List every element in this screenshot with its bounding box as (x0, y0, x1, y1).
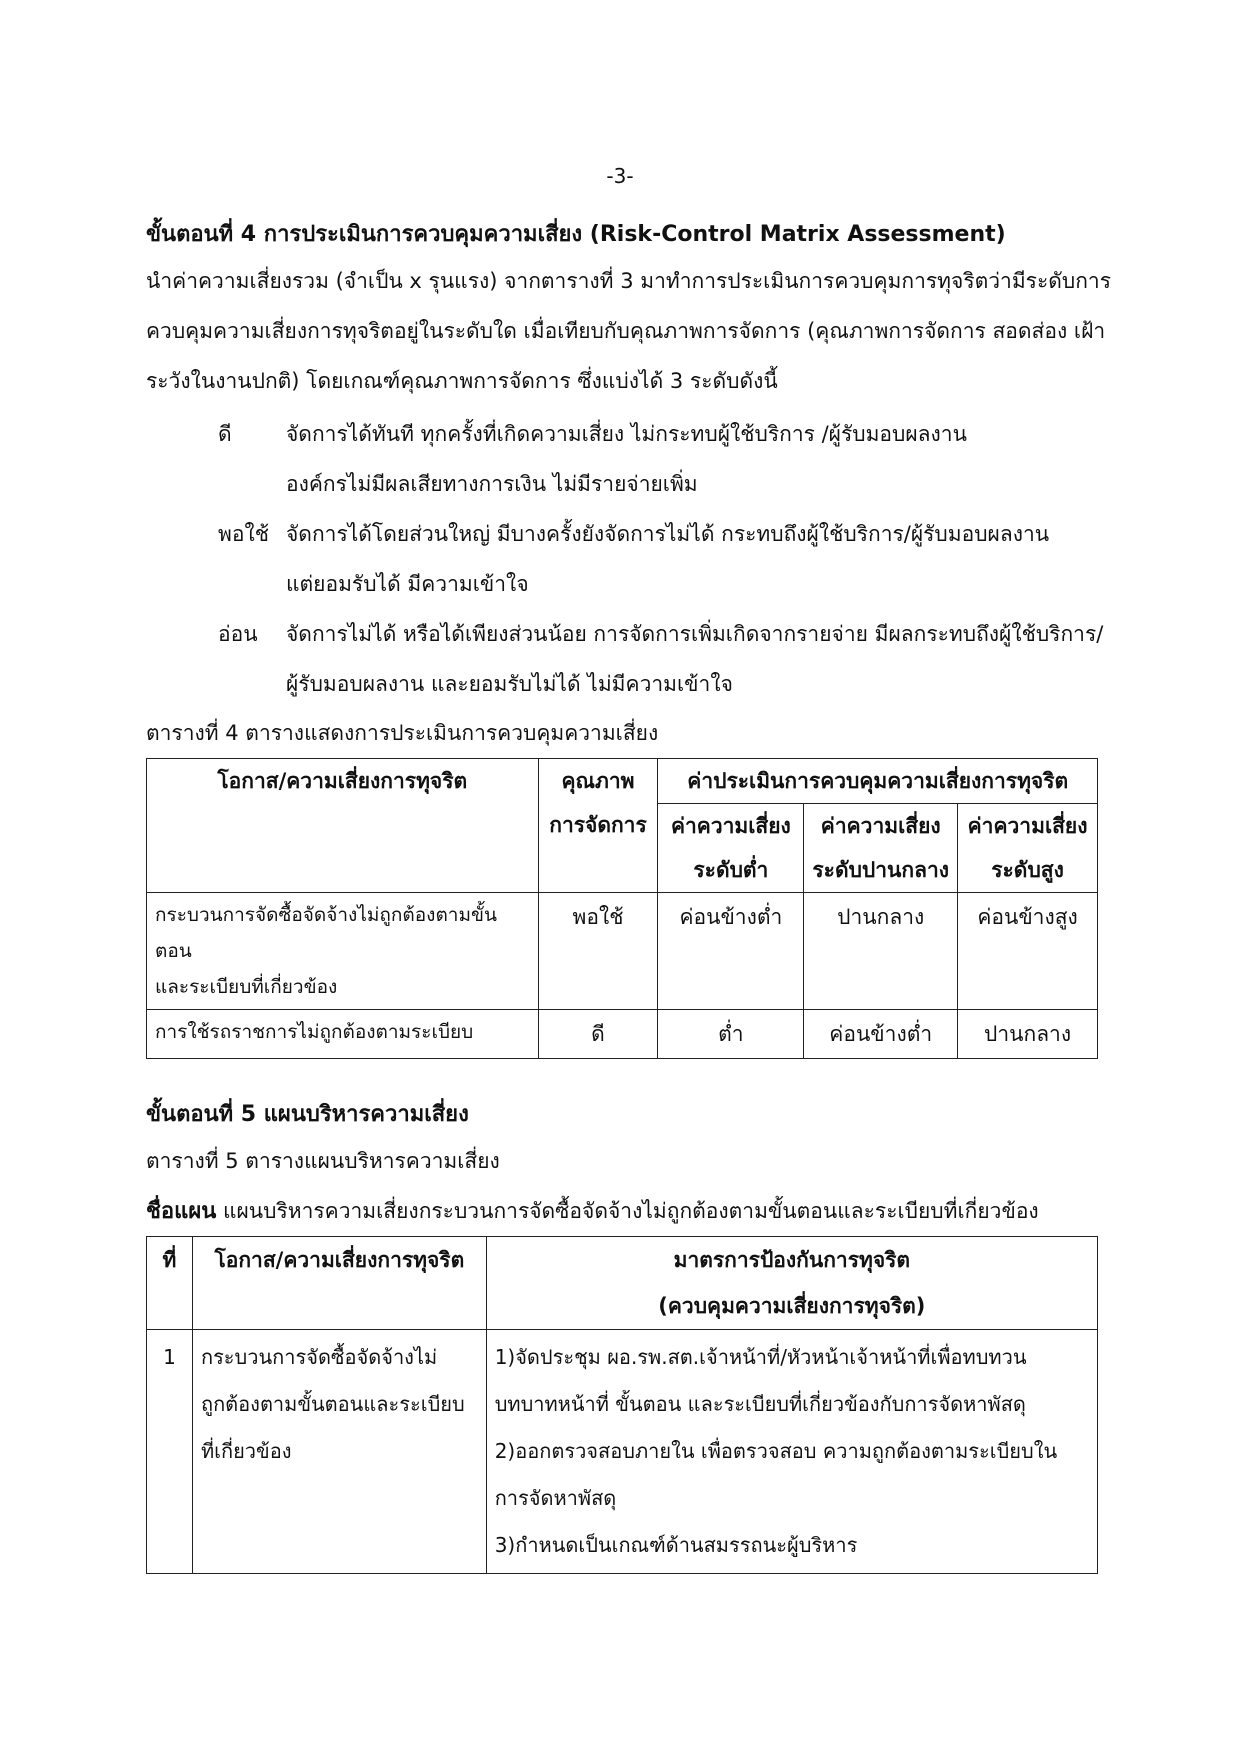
risk-control-table (146, 758, 1098, 1059)
header-quality: คุณภาพ การจัดการ (538, 759, 658, 893)
header-assessment-group: ค่าประเมินการควบคุมความเสี่ยงการทุจริต (658, 759, 1098, 804)
level-desc-line-1: จัดการได้ทันที ทุกครั้งที่เกิดความเสี่ยง ไม่กระทบผู้ใช้บริการ /ผู้รับมอบผลงาน (286, 422, 967, 446)
level-key: พอใช้ (218, 522, 269, 546)
level-desc-line-1: จัดการได้โดยส่วนใหญ่ มีบางครั้งยังจัดการไม่ได้ กระทบถึงผู้ใช้บริการ/ผู้รับมอบผลงาน (286, 522, 1050, 546)
cell-high: ปานกลาง (958, 1010, 1098, 1059)
header-risk: โอกาส/ความเสี่ยงการทุจริต (192, 1237, 486, 1330)
header-no: ที่ (147, 1237, 193, 1330)
table4-caption: ตารางที่ 4 ตารางแสดงการประเมินการควบคุมความเสี่ยง (146, 721, 659, 745)
table-row (147, 893, 1098, 1010)
step4-paragraph-line-2: ควบคุมความเสี่ยงการทุจริตอยู่ในระดับใด เมื่อเทียบกับคุณภาพการจัดการ (คุณภาพการจัดการ สอดส่อง เฝ้า (146, 319, 1106, 343)
cell-risk: การใช้รถราชการไม่ถูกต้องตามระเบียบ (147, 1010, 539, 1059)
cell-low: ค่อนข้างต่ำ (658, 893, 804, 1010)
step4-paragraph-line-3: ระวังในงานปกติ) โดยเกณฑ์คุณภาพการจัดการ ซึ่งแบ่งได้ 3 ระดับดังนี้ (146, 369, 778, 393)
plan-label: ชื่อแผน (146, 1199, 217, 1224)
header-risk: โอกาส/ความเสี่ยงการทุจริต (147, 759, 539, 893)
level-desc-line-2: ผู้รับมอบผลงาน และยอมรับไม่ได้ ไม่มีความเข้าใจ (286, 672, 733, 696)
header-high: ค่าความเสี่ยง ระดับสูง (958, 804, 1098, 893)
table-row (147, 1330, 1098, 1574)
table5-caption: ตารางที่ 5 ตารางแผนบริหารความเสี่ยง (146, 1149, 500, 1173)
cell-quality: พอใช้ (538, 893, 658, 1010)
cell-high: ค่อนข้างสูง (958, 893, 1098, 1010)
level-desc-line-1: จัดการไม่ได้ หรือได้เพียงส่วนน้อย การจัดการเพิ่มเกิดจากรายจ่าย มีผลกระทบถึงผู้ใช้บริการ/ (286, 622, 1104, 646)
cell-risk: กระบวนการจัดซื้อจัดจ้างไม่ ถูกต้องตามขั้นตอนและระเบียบ ที่เกี่ยวข้อง (192, 1330, 486, 1574)
cell-mid: ปานกลาง (804, 893, 958, 1010)
risk-plan-table (146, 1236, 1098, 1574)
page-number: -3- (606, 164, 634, 188)
cell-mid: ค่อนข้างต่ำ (804, 1010, 958, 1059)
header-low: ค่าความเสี่ยง ระดับต่ำ (658, 804, 804, 893)
cell-quality: ดี (538, 1010, 658, 1059)
plan-name: แผนบริหารความเสี่ยงกระบวนการจัดซื้อจัดจ้างไม่ถูกต้องตามขั้นตอนและระเบียบที่เกี่ยวข้อง (216, 1199, 1039, 1223)
cell-measures: 1)จัดประชุม ผอ.รพ.สต.เจ้าหน้าที่/หัวหน้าเจ้าหน้าที่เพื่อทบทวน บทบาทหน้าที่ ขั้นตอน และระเบียบที่เกี่ยวข้องกับการจัดหาพัสดุ 2)ออกตรวจสอบภายใน เพื่อตรวจสอบ ความถูกต้องตามระเบียบใน การจัดหาพัสดุ 3)กำหนดเป็นเกณฑ์ด้านสมรรถนะผู้บริหาร (486, 1330, 1097, 1574)
level-key: ดี (218, 422, 232, 446)
step4-heading: ขั้นตอนที่ 4 การประเมินการควบคุมความเสี่ยง (Risk-Control Matrix Assessment) (146, 222, 1006, 247)
cell-low: ต่ำ (658, 1010, 804, 1059)
level-desc-line-2: องค์กรไม่มีผลเสียทางการเงิน ไม่มีรายจ่ายเพิ่ม (286, 472, 698, 496)
header-mid: ค่าความเสี่ยง ระดับปานกลาง (804, 804, 958, 893)
step4-paragraph-line-1: นำค่าความเสี่ยงรวม (จำเป็น x รุนแรง) จากตารางที่ 3 มาทำการประเมินการควบคุมการทุจริตว่ามีระดับการ (146, 269, 1111, 293)
step5-heading: ขั้นตอนที่ 5 แผนบริหารความเสี่ยง (146, 1102, 469, 1127)
level-key: อ่อน (218, 622, 258, 646)
cell-risk: กระบวนการจัดซื้อจัดจ้างไม่ถูกต้องตามขั้นตอน และระเบียบที่เกี่ยวข้อง (147, 893, 539, 1010)
level-desc-line-2: แต่ยอมรับได้ มีความเข้าใจ (286, 572, 529, 596)
table-row (147, 1010, 1098, 1059)
cell-no: 1 (147, 1330, 193, 1574)
header-measures: มาตรการป้องกันการทุจริต (ควบคุมความเสี่ยงการทุจริต) (486, 1237, 1097, 1330)
plan-name-line (146, 1196, 1039, 1227)
